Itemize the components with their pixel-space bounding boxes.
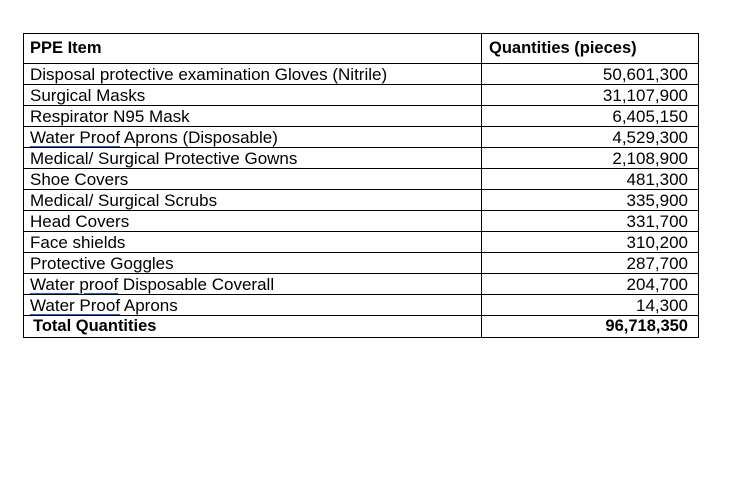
table-row <box>24 274 699 295</box>
quantity-cell: 4,529,300 <box>482 127 699 148</box>
ppe-item-cell <box>24 85 482 106</box>
ppe-quantities-table <box>23 33 699 338</box>
ppe-item-text: Face shields <box>30 232 126 252</box>
ppe-item-underlined-text: Water Proof <box>30 295 121 315</box>
ppe-item-cell <box>24 127 482 148</box>
quantity-cell: 310,200 <box>482 232 699 253</box>
table-row <box>24 211 699 232</box>
ppe-item-cell <box>24 295 482 316</box>
quantity-cell: 50,601,300 <box>482 64 699 85</box>
header-row <box>24 34 699 64</box>
ppe-item-cell <box>24 190 482 211</box>
table-row <box>24 253 699 274</box>
ppe-item-text: Disposal protective examination Gloves (Nitrile) <box>30 64 388 84</box>
ppe-item-text: Disposable Coverall <box>118 274 275 294</box>
table-row <box>24 295 699 316</box>
ppe-item-cell <box>24 106 482 127</box>
ppe-item-cell <box>24 169 482 190</box>
ppe-item-text: Head Covers <box>30 211 130 231</box>
ppe-item-text: Aprons (Disposable) <box>120 127 278 147</box>
ppe-item-underlined-text: Water Proof <box>30 127 121 147</box>
table-body <box>24 64 699 316</box>
table-row <box>24 106 699 127</box>
quantity-cell: 14,300 <box>482 295 699 316</box>
quantity-cell: 6,405,150 <box>482 106 699 127</box>
quantity-cell: 204,700 <box>482 274 699 295</box>
ppe-item-cell <box>24 148 482 169</box>
total-row <box>24 316 699 338</box>
ppe-quantities-table-wrapper <box>23 33 699 338</box>
ppe-item-cell <box>24 64 482 85</box>
quantity-cell: 31,107,900 <box>482 85 699 106</box>
ppe-item-cell <box>24 253 482 274</box>
table-row <box>24 85 699 106</box>
ppe-item-cell <box>24 232 482 253</box>
total-quantity: 96,718,350 <box>482 316 699 338</box>
ppe-item-underlined-text: Water proof <box>30 274 119 294</box>
ppe-item-text: Shoe Covers <box>30 169 129 189</box>
quantity-cell: 335,900 <box>482 190 699 211</box>
table-row <box>24 232 699 253</box>
table-row <box>24 190 699 211</box>
quantity-cell: 331,700 <box>482 211 699 232</box>
table-footer <box>24 316 699 338</box>
quantity-cell: 481,300 <box>482 169 699 190</box>
ppe-item-cell <box>24 211 482 232</box>
header-ppe-item: PPE Item <box>24 34 482 64</box>
ppe-item-text: Medical/ Surgical Protective Gowns <box>30 148 298 168</box>
total-label: Total Quantities <box>24 316 482 338</box>
table-row <box>24 64 699 85</box>
ppe-item-text: Aprons <box>120 295 178 315</box>
ppe-item-text: Respirator N95 Mask <box>30 106 190 126</box>
table-row <box>24 127 699 148</box>
table-header <box>24 34 699 64</box>
quantity-cell: 287,700 <box>482 253 699 274</box>
ppe-item-cell <box>24 274 482 295</box>
quantity-cell: 2,108,900 <box>482 148 699 169</box>
table-row <box>24 148 699 169</box>
ppe-item-text: Medical/ Surgical Scrubs <box>30 190 218 210</box>
ppe-item-text: Surgical Masks <box>30 85 146 105</box>
table-row <box>24 169 699 190</box>
ppe-item-text: Protective Goggles <box>30 253 174 273</box>
header-quantities: Quantities (pieces) <box>482 34 699 64</box>
